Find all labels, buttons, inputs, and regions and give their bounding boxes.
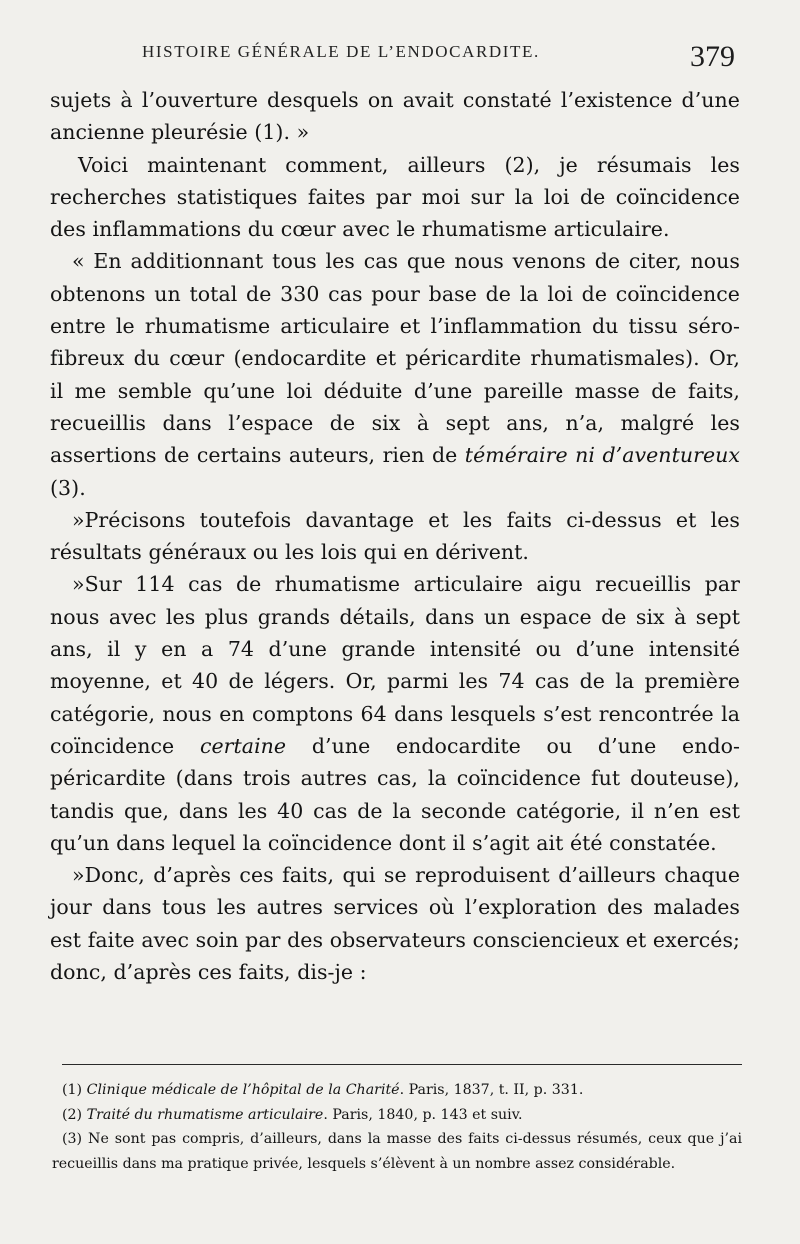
paragraph-3 — [50, 245, 740, 503]
paragraph-4: »Précisons toutefois davantage et les faits ci-dessus et les résultats généraux ou les lois qui en dérivent. — [50, 507, 740, 565]
paragraph-5 — [50, 568, 740, 859]
paragraph-5-text: »Sur 114 cas de rhumatisme articulaire aigu recueillis par nous avec les plus grands détails, dans un espace de six à sept ans, il y en a 74 d’une grande intensité ou d’une intensité moyenne, et 40 de légers. Or, parmi les 74 cas de la première catégorie, nous en comptons 64 dans lesquels s’est rencontrée la coïncidence — [50, 572, 740, 758]
footnote-1 — [52, 1078, 742, 1103]
footnote-2-ref: . Paris, 1840, p. 143 et suiv. — [323, 1106, 523, 1123]
paragraph-1: sujets à l’ouverture desquels on avait constaté l’existence d’une ancienne pleurésie (1). » — [50, 88, 740, 145]
footnote-2-mark: (2) — [62, 1106, 83, 1123]
paragraph-6: »Donc, d’après ces faits, qui se reproduisent d’ailleurs chaque jour dans tous les autres services où l’exploration des malades est faite avec soin par des observateurs consciencieux et exercés; donc, d’après ces faits, dis-je : — [50, 863, 740, 985]
paragraph-5-end: d’une endocardite ou d’une endo-péricardite (dans trois autres cas, la coïncidence fut douteuse), tandis que, dans les 40 cas de la seconde catégorie, il n’en est qu’un dans lequel la coïncidence dont il s’agit ait été constatée. — [50, 733, 740, 855]
footnotes — [52, 1078, 742, 1176]
footnote-1-title: Clinique médicale de l’hôpital de la Charité — [86, 1082, 400, 1098]
main-text — [50, 84, 740, 988]
page-number: 379 — [690, 40, 735, 73]
paragraph-5-italic: certaine — [199, 733, 287, 758]
footnote-1-ref: . Paris, 1837, t. II, p. 331. — [399, 1082, 584, 1098]
running-head: HISTOIRE GÉNÉRALE DE L’ENDOCARDITE. — [142, 42, 540, 61]
footnote-rule — [62, 1064, 742, 1065]
paragraph-3-italic: téméraire ni d’aventureux — [464, 443, 740, 468]
paragraph-3-text: « En additionnant tous les cas que nous venons de citer, nous obtenons un total de 330 cas pour base de la loi de coïncidence entre le rhumatisme articulaire et l’inflammation du tissu séro-fibreux du cœur (endocardite et péricardite rhumatismales). Or, il me semble qu’une loi déduite d’une pareille masse de faits, recueillis dans l’espace de six à sept ans, n’a, malgré les assertions de certains auteurs, rien de — [50, 249, 740, 468]
footnote-2-title: Traité du rhumatisme articulaire — [86, 1106, 324, 1123]
footnote-3: (3) Ne sont pas compris, d’ailleurs, dans la masse des faits ci-dessus résumés, ceux que j’ai recueillis dans ma pratique privée, lesquels s’élèvent à un nombre assez considérable. — [52, 1131, 742, 1172]
paragraph-3-end: (3). — [50, 475, 86, 500]
footnote-2 — [52, 1103, 742, 1128]
paragraph-2: Voici maintenant comment, ailleurs (2), je résumais les recherches statistiques faites par moi sur la loi de coïncidence des inflammations du cœur avec le rhumatisme articulaire. — [50, 152, 740, 242]
footnote-1-mark: (1) — [62, 1082, 83, 1098]
